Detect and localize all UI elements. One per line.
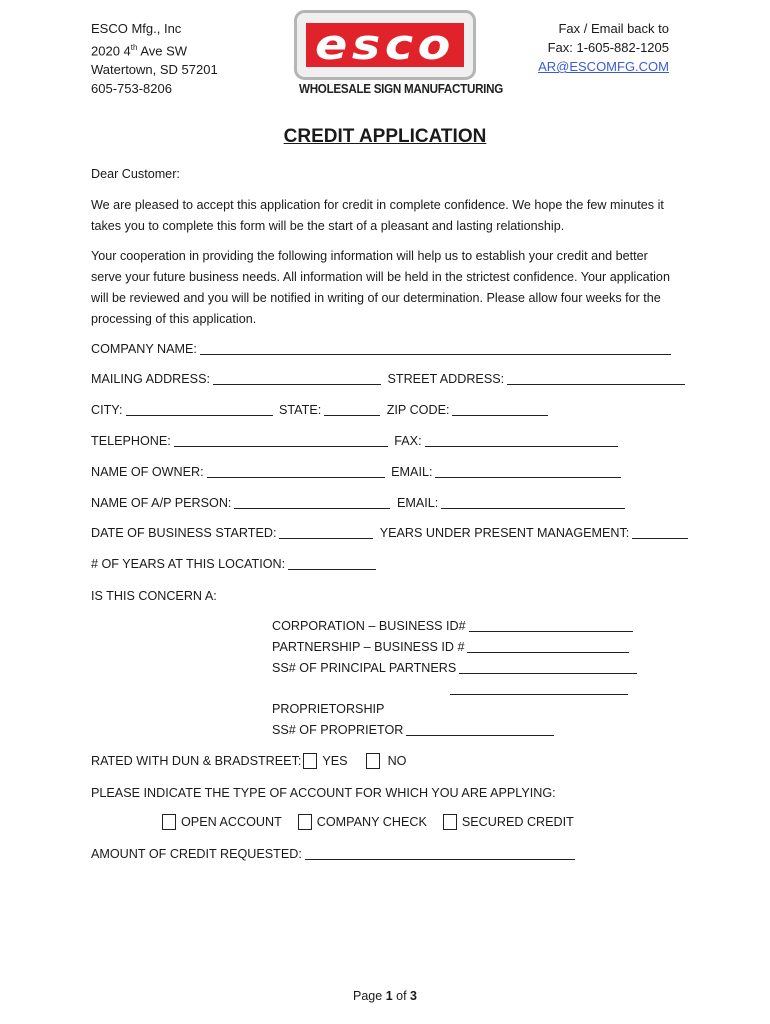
contact-fax: Fax: 1-605-882-1205 — [547, 40, 669, 55]
city-field[interactable] — [126, 401, 273, 416]
company-name-row: COMPANY NAME: — [91, 340, 674, 358]
company-name-field[interactable] — [200, 340, 671, 355]
company-city: Watertown, SD 57201 — [91, 62, 218, 78]
ap-email-field[interactable] — [441, 494, 625, 509]
page-title: CREDIT APPLICATION — [283, 126, 487, 147]
dun-bradstreet-row: RATED WITH DUN & BRADSTREET: YES NO — [91, 754, 407, 768]
proprietorship-label: PROPRIETORSHIP — [272, 702, 385, 716]
ap-name-field[interactable] — [234, 494, 390, 509]
date-started-field[interactable] — [279, 524, 373, 539]
contact-instruction: Fax / Email back to — [558, 21, 669, 36]
years-management-field[interactable] — [632, 524, 688, 539]
telephone-row: TELEPHONE: FAX: — [91, 432, 621, 450]
address-row: MAILING ADDRESS: STREET ADDRESS: — [91, 370, 688, 388]
company-check-checkbox[interactable] — [298, 814, 312, 830]
state-field[interactable] — [324, 401, 380, 416]
company-street: 2020 4th Ave SW — [91, 43, 188, 59]
page-number: Page 1 of 3 — [353, 989, 417, 1003]
open-account-checkbox[interactable] — [162, 814, 176, 830]
ss-proprietor-field[interactable] — [406, 721, 554, 736]
city-row: CITY: STATE: ZIP CODE: — [91, 401, 551, 419]
contact-email-link[interactable]: AR@ESCOMFG.COM — [538, 59, 669, 74]
dun-yes-checkbox[interactable] — [303, 753, 317, 769]
ap-person-row: NAME OF A/P PERSON: EMAIL: — [91, 494, 628, 512]
company-address-block — [91, 19, 218, 98]
owner-name-field[interactable] — [207, 463, 385, 478]
partnership-id-field[interactable] — [467, 638, 629, 653]
corporation-id-field[interactable] — [469, 617, 633, 632]
years-location-field[interactable] — [288, 555, 376, 570]
dun-no-checkbox[interactable] — [366, 753, 380, 769]
telephone-field[interactable] — [174, 432, 388, 447]
owner-row: NAME OF OWNER: EMAIL: — [91, 463, 624, 481]
contact-block — [538, 19, 669, 76]
business-dates-row: DATE OF BUSINESS STARTED: YEARS UNDER PRESENT MANAGEMENT: — [91, 524, 691, 542]
zip-field[interactable] — [452, 401, 548, 416]
secured-credit-checkbox[interactable] — [443, 814, 457, 830]
intro-paragraph-1: We are pleased to accept this application for credit in complete confidence. We hope the few minutes it takes you to complete this form will be the start of a pleasant and lasting relationship. — [91, 198, 664, 233]
partnership-row: PARTNERSHIP – BUSINESS ID # — [272, 638, 632, 656]
logo-wordmark: esco — [315, 20, 455, 69]
esco-logo — [294, 10, 476, 80]
logo-tagline: WHOLESALE SIGN MANUFACTURING — [299, 82, 504, 96]
company-name: ESCO Mfg., Inc — [91, 21, 182, 36]
fax-field[interactable] — [425, 432, 618, 447]
salutation: Dear Customer: — [91, 167, 180, 181]
concern-label: IS THIS CONCERN A: — [91, 589, 217, 603]
years-location-row: # OF YEARS AT THIS LOCATION: — [91, 555, 379, 573]
account-type-options: OPEN ACCOUNT COMPANY CHECK SECURED CREDIT — [160, 813, 574, 831]
credit-amount-field[interactable] — [305, 845, 575, 860]
mailing-address-field[interactable] — [213, 370, 381, 385]
ss-partners-field-1[interactable] — [459, 659, 637, 674]
street-address-field[interactable] — [507, 370, 685, 385]
ss-partners-extra-row — [447, 680, 631, 698]
corporation-row: CORPORATION – BUSINESS ID# — [272, 617, 636, 635]
owner-email-field[interactable] — [435, 463, 621, 478]
account-type-label: PLEASE INDICATE THE TYPE OF ACCOUNT FOR WHICH YOU ARE APPLYING: — [91, 786, 556, 800]
credit-amount-row: AMOUNT OF CREDIT REQUESTED: — [91, 845, 578, 863]
ss-partners-row: SS# OF PRINCIPAL PARTNERS — [272, 659, 640, 677]
ss-proprietor-row: SS# OF PROPRIETOR — [272, 721, 557, 739]
ss-partners-field-2[interactable] — [450, 680, 628, 695]
company-phone: 605-753-8206 — [91, 81, 172, 97]
intro-paragraph-2: Your cooperation in providing the following information will help us to establish your credit and better serve your future business needs. All information will be held in the strictest confidence. Your application will be reviewed and you will be notified in writing of our determination. Please allow four weeks for the processing of this application. — [91, 249, 670, 326]
